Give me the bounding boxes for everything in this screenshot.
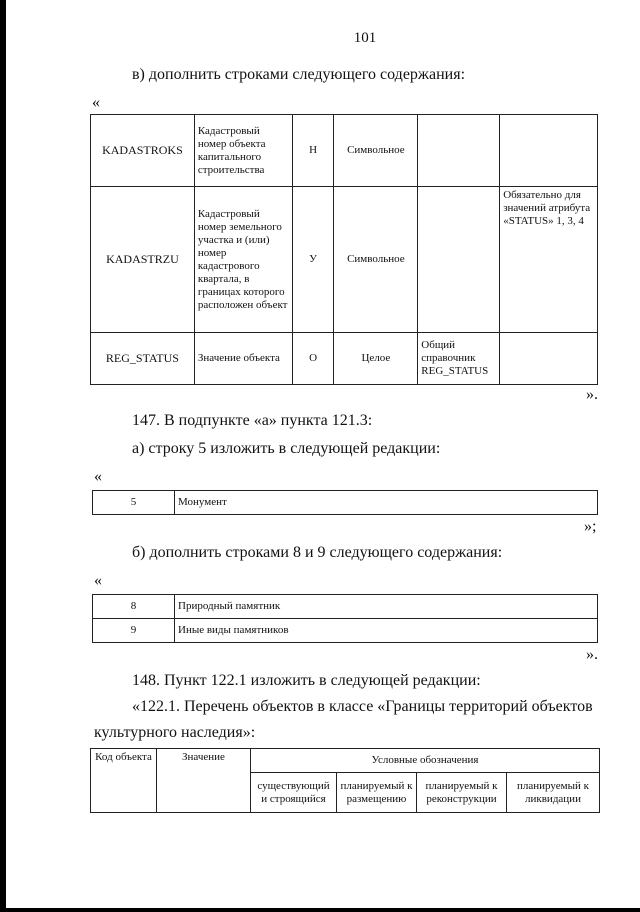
attr-note: Обязательно для значений атрибута «STATUS» 1, 3, 4 [500, 187, 598, 333]
item-148: 148. Пункт 122.1 изложить в следующей редакции: [132, 672, 481, 689]
paragraph-b: б) дополнить строками 8 и 9 следующего содержания: [132, 544, 503, 561]
attr-ref [418, 187, 500, 333]
attr-note [500, 333, 598, 385]
attr-type: Целое [334, 333, 418, 385]
attr-type: Символьное [334, 115, 418, 187]
subcol-planned-reconstruction: планируемый к реконструкции [417, 773, 507, 813]
attr-code: KADASTRZU [91, 187, 195, 333]
attr-code: KADASTROKS [91, 115, 195, 187]
attr-type: Символьное [334, 187, 418, 333]
row-text: Иные виды памятников [175, 619, 598, 643]
subcol-planned-placement: планируемый к размещению [337, 773, 417, 813]
attr-desc: Кадастровый номер земельного участка и (или) номер кадастрового квартала, в границах которого расположен объект [194, 187, 292, 333]
row5-table [92, 490, 598, 515]
scan-border-bottom [0, 908, 640, 912]
item-147: 147. В подпункте «а» пункта 121.3: [132, 412, 373, 429]
row-number: 8 [93, 595, 175, 619]
table-row [91, 115, 598, 187]
row-text: Природный памятник [175, 595, 598, 619]
attr-flag: О [292, 333, 334, 385]
scan-border-left [0, 0, 6, 912]
attr-note [500, 115, 598, 187]
close-quote-2: »; [584, 518, 597, 535]
table-row [91, 187, 598, 333]
col-code-header: Код объекта [91, 749, 157, 813]
table-row [91, 333, 598, 385]
rows8-9-table [92, 594, 598, 643]
col-symbols-header: Условные обозначения [251, 749, 600, 773]
row-number: 5 [93, 491, 175, 515]
attr-ref: Общий справочник REG_STATUS [418, 333, 500, 385]
attr-code: REG_STATUS [91, 333, 195, 385]
paragraph-v: в) дополнить строками следующего содержания: [132, 66, 466, 83]
item-122-1-line2: культурного наследия»: [94, 724, 256, 741]
attr-ref [418, 115, 500, 187]
table-row [93, 595, 598, 619]
table-row [93, 619, 598, 643]
row-number: 9 [93, 619, 175, 643]
open-quote-1: « [92, 94, 100, 111]
objects-list-table [90, 748, 600, 813]
subcol-existing: существующий и строящийся [251, 773, 337, 813]
attr-flag: У [292, 187, 334, 333]
paragraph-a: а) строку 5 изложить в следующей редакции: [132, 440, 441, 457]
close-quote-1: ». [586, 386, 598, 403]
open-quote-2: « [94, 468, 102, 485]
page-number: 101 [353, 30, 377, 46]
attr-flag: Н [292, 115, 334, 187]
attr-desc: Значение объекта [194, 333, 292, 385]
attr-desc: Кадастровый номер объекта капитального строительства [194, 115, 292, 187]
row-text: Монумент [175, 491, 598, 515]
attributes-table [90, 114, 598, 385]
open-quote-3: « [94, 572, 102, 589]
item-122-1-line1: «122.1. Перечень объектов в классе «Границы территорий объектов [132, 698, 593, 715]
close-quote-3: ». [586, 646, 598, 663]
table-row [93, 491, 598, 515]
subcol-planned-liquidation: планируемый к ликвидации [507, 773, 600, 813]
table-header-row [91, 749, 600, 773]
col-value-header: Значение [157, 749, 251, 813]
